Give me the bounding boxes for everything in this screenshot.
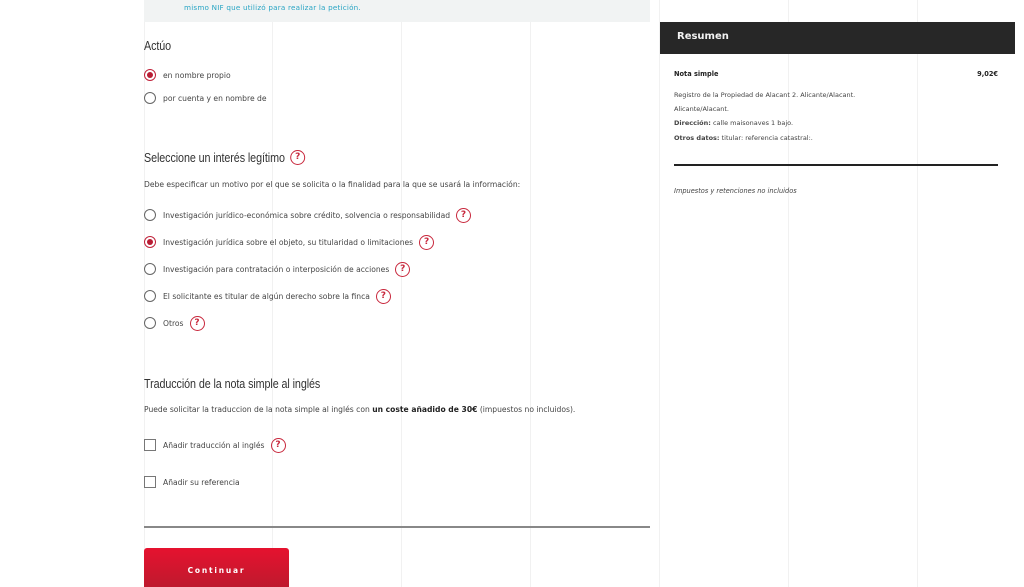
help-icon[interactable]: ? [190, 316, 205, 331]
radio-unchecked-icon[interactable] [144, 263, 156, 275]
radio-option-object[interactable] [144, 234, 434, 250]
grid-line [917, 0, 918, 587]
radio-option-credit[interactable] [144, 207, 471, 223]
option-label: por cuenta y en nombre de [163, 93, 267, 103]
summary-other-label: Otros datos: [674, 134, 720, 142]
grid-line [530, 0, 531, 587]
summary-address-value: calle maisonaves 1 bajo. [710, 119, 794, 127]
summary-other-value: titular: referencia catastral:. [719, 134, 813, 142]
radio-checked-icon[interactable] [144, 69, 156, 81]
help-icon[interactable]: ? [271, 438, 286, 453]
radio-option-right-holder[interactable] [144, 288, 391, 304]
summary-item-name: Nota simple [674, 70, 719, 78]
continue-button[interactable] [144, 548, 289, 587]
summary-divider [674, 164, 998, 166]
checkbox-unchecked-icon[interactable] [144, 476, 156, 488]
radio-unchecked-icon[interactable] [144, 317, 156, 329]
interest-title-text: Seleccione un interés legítimo [144, 150, 285, 165]
interest-title [144, 150, 303, 165]
summary-header [660, 22, 1015, 54]
summary-registry-line1: Registro de la Propiedad de Alacant 2. Alicante/Alacant. [674, 91, 856, 99]
translation-desc-pre: Puede solicitar la traduccion de la nota simple al inglés con [144, 405, 373, 414]
radio-unchecked-icon[interactable] [144, 290, 156, 302]
radio-option-own-name[interactable] [144, 67, 231, 83]
acting-title: Actúo [144, 39, 172, 53]
checkbox-unchecked-icon[interactable] [144, 439, 156, 451]
radio-option-contracting[interactable] [144, 261, 410, 277]
summary-other-data [674, 134, 813, 142]
grid-line [401, 0, 402, 587]
summary-item-price: 9,02€ [977, 70, 998, 78]
summary-address [674, 119, 793, 127]
radio-option-on-behalf[interactable] [144, 90, 267, 106]
summary-item [674, 70, 998, 78]
translation-description [144, 405, 575, 414]
grid-line [788, 0, 789, 587]
help-icon[interactable]: ? [376, 289, 391, 304]
translation-desc-post: (impuestos no incluidos). [477, 405, 576, 414]
checkbox-label: Añadir su referencia [163, 477, 240, 487]
option-label: en nombre propio [163, 70, 231, 80]
help-icon[interactable]: ? [456, 208, 471, 223]
option-label: Investigación para contratación o interposición de acciones [163, 264, 390, 274]
translation-cost: un coste añadido de 30€ [372, 405, 478, 414]
checkbox-add-reference[interactable] [144, 474, 240, 490]
help-icon[interactable]: ? [419, 235, 434, 250]
option-label: Investigación jurídico-económica sobre crédito, solvencia o responsabilidad [163, 210, 451, 220]
summary-address-label: Dirección: [674, 119, 711, 127]
radio-unchecked-icon[interactable] [144, 92, 156, 104]
help-icon[interactable]: ? [395, 262, 410, 277]
interest-description: Debe especificar un motivo por el que se solicita o la finalidad para la que se usará la información: [144, 180, 521, 189]
checkbox-label: Añadir traducción al inglés [163, 440, 265, 450]
radio-checked-icon[interactable] [144, 236, 156, 248]
grid-line [659, 0, 660, 587]
radio-option-other[interactable] [144, 315, 205, 331]
summary-registry-line2: Alicante/Alacant. [674, 105, 729, 113]
option-label: El solicitante es titular de algún derecho sobre la finca [163, 291, 370, 301]
info-text: mismo NIF que utilizó para realizar la petición. [184, 3, 361, 12]
radio-unchecked-icon[interactable] [144, 209, 156, 221]
info-box [144, 0, 650, 22]
option-label: Investigación jurídica sobre el objeto, su titularidad o limitaciones [163, 237, 414, 247]
divider [144, 526, 650, 528]
help-icon[interactable]: ? [290, 150, 305, 165]
option-label: Otros [163, 318, 184, 328]
checkbox-add-translation[interactable] [144, 437, 286, 453]
continue-button-label: Continuar [187, 566, 246, 575]
summary-tax-note: Impuestos y retenciones no incluidos [674, 187, 797, 195]
translation-title: Traducción de la nota simple al inglés [144, 377, 321, 391]
summary-title: Resumen [677, 31, 729, 42]
